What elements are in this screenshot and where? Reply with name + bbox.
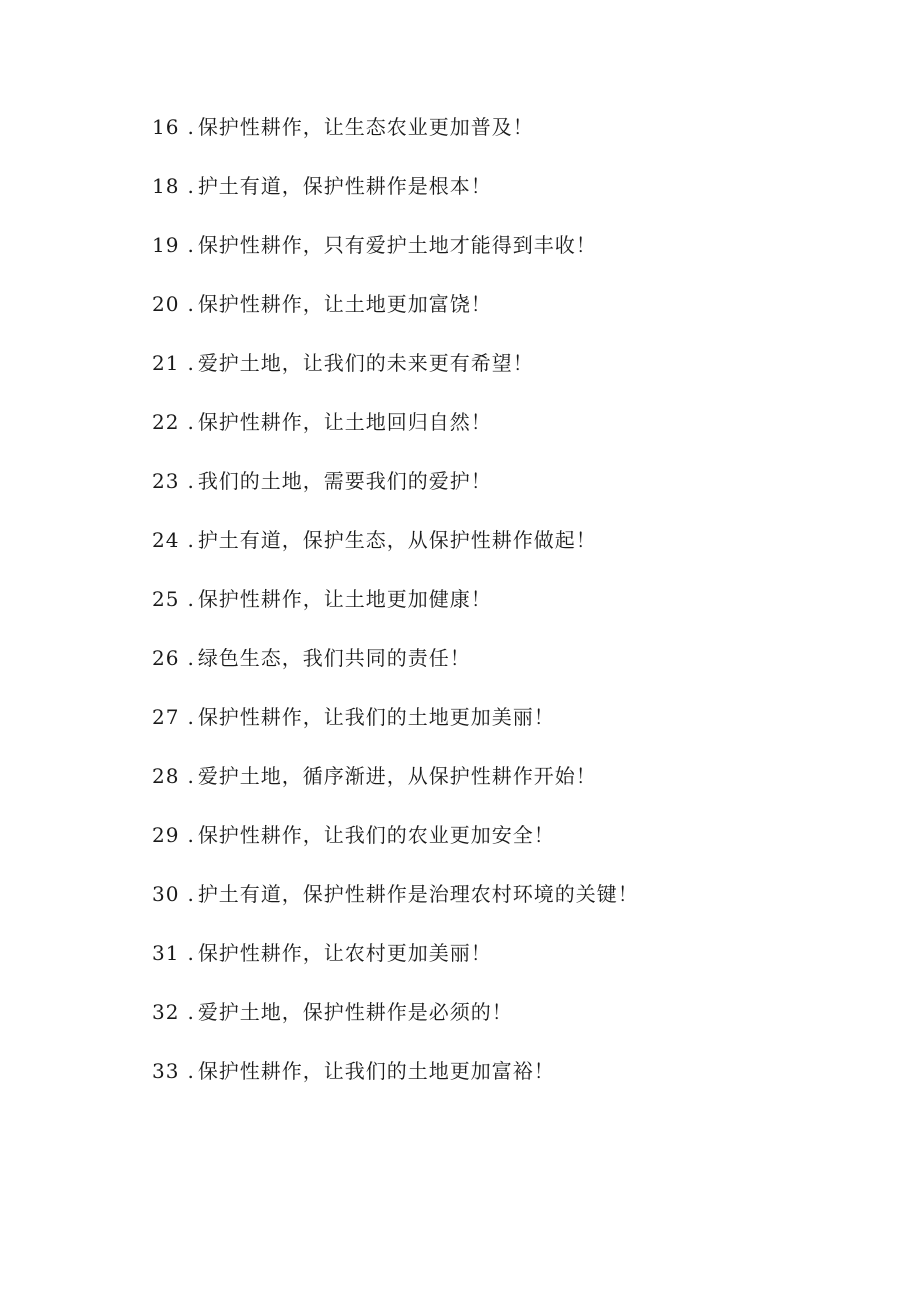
slogan-item [152,462,852,521]
slogan-number: 30 [152,882,180,906]
slogan-text: 爱护土地，循序渐进，从保护性耕作开始！ [197,764,597,788]
slogan-number: 18 [152,174,180,198]
slogan-separator: . [187,705,194,729]
slogan-separator: . [187,233,194,257]
slogan-number: 23 [152,469,180,493]
slogan-separator: . [187,941,194,965]
slogan-number: 31 [152,941,180,965]
slogan-item [152,167,852,226]
slogan-item [152,757,852,816]
slogan-item [152,226,852,285]
slogan-text: 我们的土地，需要我们的爱护！ [197,469,492,493]
slogan-item [152,521,852,580]
slogan-item [152,698,852,757]
slogan-item [152,639,852,698]
slogan-text: 保护性耕作，让农村更加美丽！ [197,941,492,965]
slogan-text: 爱护土地，保护性耕作是必须的！ [197,1000,513,1024]
slogan-text: 保护性耕作，让土地回归自然！ [197,410,492,434]
slogan-number: 29 [152,823,180,847]
slogan-number: 21 [152,351,180,375]
slogan-number: 20 [152,292,180,316]
slogan-separator: . [187,528,194,552]
slogan-text: 绿色生态，我们共同的责任！ [197,646,471,670]
slogan-number: 16 [152,115,180,139]
slogan-text: 保护性耕作，只有爱护土地才能得到丰收！ [197,233,597,257]
slogan-item [152,108,852,167]
slogan-number: 25 [152,587,180,611]
slogan-text: 保护性耕作，让我们的农业更加安全！ [197,823,555,847]
slogan-text: 保护性耕作，让我们的土地更加美丽！ [197,705,555,729]
slogan-item [152,285,852,344]
slogan-number: 27 [152,705,180,729]
slogan-text: 护土有道，保护生态，从保护性耕作做起！ [197,528,597,552]
slogan-text: 护土有道，保护性耕作是治理农村环境的关键！ [197,882,639,906]
slogan-text: 护土有道，保护性耕作是根本！ [197,174,492,198]
slogan-text: 保护性耕作，让土地更加健康！ [197,587,492,611]
slogan-text: 保护性耕作，让我们的土地更加富裕！ [197,1059,555,1083]
slogan-number: 26 [152,646,180,670]
slogan-item [152,816,852,875]
slogan-item [152,580,852,639]
slogan-text: 保护性耕作，让生态农业更加普及！ [197,115,534,139]
slogan-item [152,875,852,934]
slogan-item [152,344,852,403]
slogan-separator: . [187,587,194,611]
slogan-item [152,934,852,993]
slogan-list [152,108,852,1111]
slogan-item [152,993,852,1052]
slogan-number: 22 [152,410,180,434]
slogan-number: 33 [152,1059,180,1083]
slogan-separator: . [187,469,194,493]
slogan-item [152,403,852,462]
slogan-separator: . [187,115,194,139]
slogan-text: 爱护土地，让我们的未来更有希望！ [197,351,534,375]
slogan-separator: . [187,351,194,375]
slogan-text: 保护性耕作，让土地更加富饶！ [197,292,492,316]
slogan-separator: . [187,764,194,788]
slogan-number: 19 [152,233,180,257]
slogan-number: 28 [152,764,180,788]
slogan-separator: . [187,1059,194,1083]
slogan-separator: . [187,174,194,198]
slogan-number: 32 [152,1000,180,1024]
slogan-separator: . [187,882,194,906]
slogan-item [152,1052,852,1111]
slogan-number: 24 [152,528,180,552]
slogan-separator: . [187,292,194,316]
slogan-separator: . [187,410,194,434]
slogan-separator: . [187,1000,194,1024]
slogan-separator: . [187,823,194,847]
slogan-separator: . [187,646,194,670]
